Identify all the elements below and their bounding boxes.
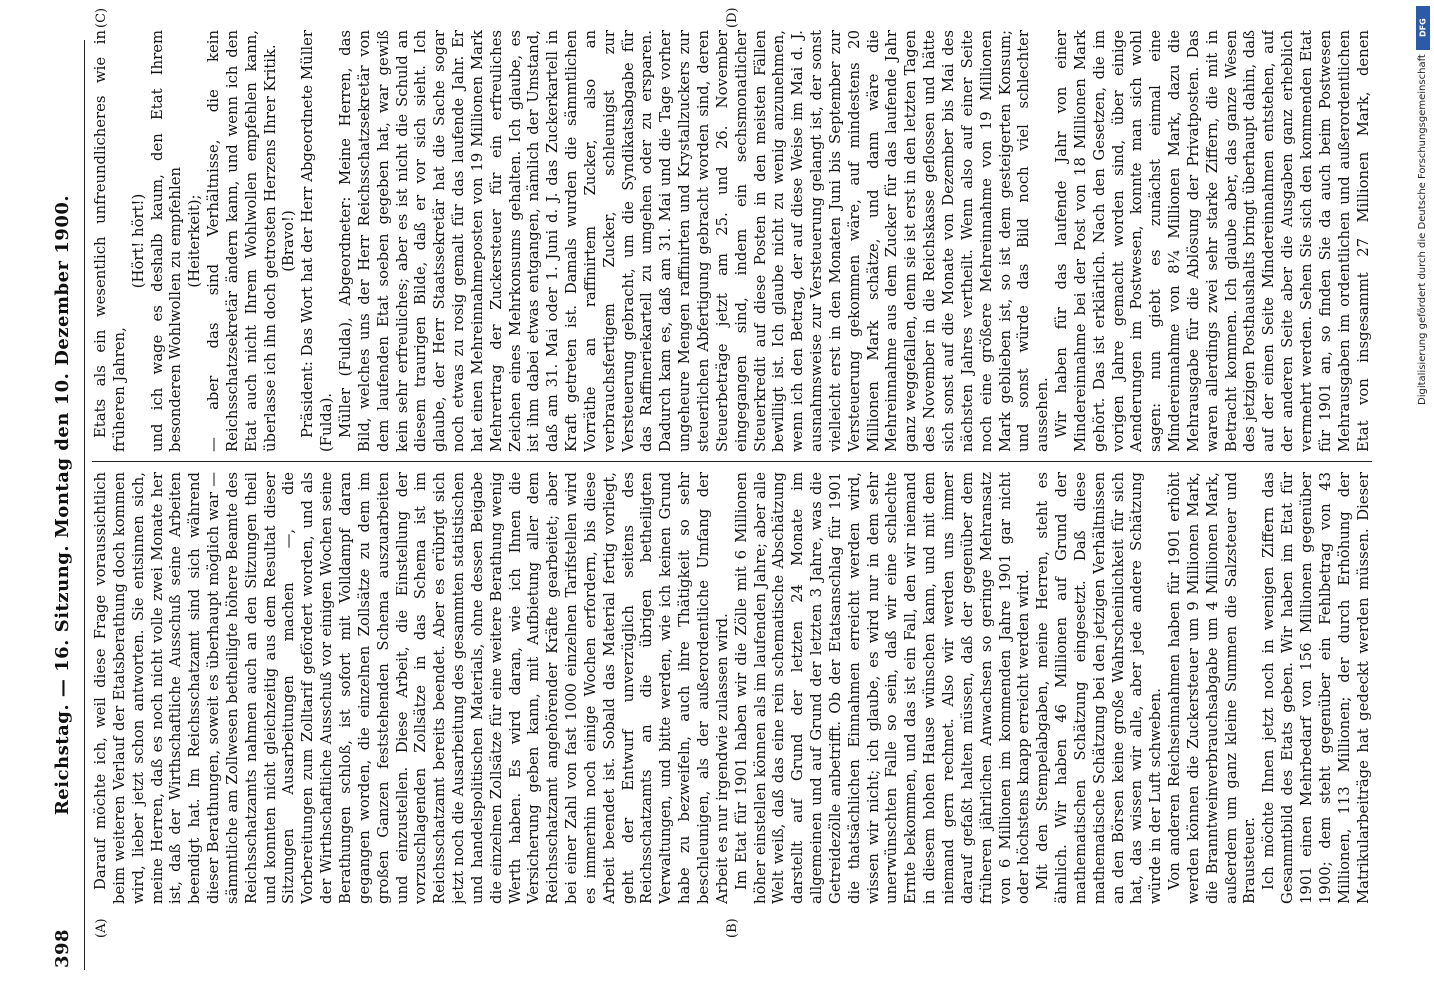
page-header <box>48 40 82 970</box>
margin-mark-b: (B) <box>725 918 740 938</box>
paragraph: Von anderen Reichseinnahmen haben für 1901 erhöht werden können die Zuckersteuer um 9 Millionen Mark, die Branntweinverbrauchsabgabe um 4 Millionen Mark, außerdem um ganz kleine Summen die Salzsteuer und Brausteuer. <box>1166 472 1259 904</box>
margin-mark-a: (A) <box>94 918 109 938</box>
interjection: (Bravo!) <box>280 210 298 272</box>
left-column <box>92 472 1372 904</box>
page-number: 398 <box>52 928 73 968</box>
interjection: (Heiterkeit); <box>186 194 204 288</box>
paragraph: und ich wage es deshalb kaum, den Etat Ihrem besonderen Wohlwollen zu empfehlen <box>148 30 185 452</box>
interjection: (Hört! hört!) <box>129 193 147 289</box>
paragraph: Im Etat für 1901 haben wir die Zölle mit 6 Millionen höher einstellen können als im laufenden Jahre; aber alle Welt weiß, daß das eine rein schematische Abschätzung darstellt auf Grund der letzten 24 Monate im allgemeinen und auf Grund der letzten 3 Jahre, was die Getreidezölle anbetrifft. Ob der Etatsanschlag für 1901 die thatsächlichen Einnahmen erreicht werden wird, wissen wir nicht; ich glaube, es wird nur in dem sehr unerwünschten Falle so sein, daß wir eine schlechte Ernte bekommen, und das ist ein Fall, den wir niemand in diesem hohen Hause wünschen kann, und mit dem niemand gern rechnet. Also wir werden uns immer darauf gefaßt halten müssen, daß der gegenüber dem früheren jährlichen Anwachsen so geringe Mehransatz von 6 Millionen im kommenden Jahre 1901 gar nicht oder höchstens knapp erreicht werden wird. <box>732 472 1033 904</box>
margin-mark-d: (D) <box>725 7 740 28</box>
right-column <box>92 30 1372 452</box>
paragraph: Darauf möchte ich, weil diese Frage voraussichtlich beim weiteren Verlauf der Etatsberathung doch kommen wird, lieber jetzt schon antworten. Sie entsinnen sich, meine Herren, daß es noch nicht volle zwei Monate her ist, daß der Wirthschaftliche Ausschuß seine Arbeiten beendigt hat. Im Reichsschatzamt sind sich während dieser Berathungen, soweit es überhaupt möglich war — sämmtliche am Zollwesen betheiligte höhere Beamte des Reichsschatzamts nahmen auch an den Sitzungen theil und konnten nicht gleichzeitig aus dem Resultat dieser Sitzungen Ausarbeitungen machen —, die Vorbereitungen zum Zolltarif gefördert worden, und als der Wirthschaftliche Ausschuß vor einigen Wochen seine Berathungen schloß, ist sofort mit Volldampf daran gegangen worden, die einzelnen Zollsätze zu dem im großen Ganzen feststehenden Schema auszuarbeiten und einzustellen. Diese Arbeit, die Einstellung der vorzuschlagenden Zollsätze in das Schema ist im Reichsschatzamt bereits beendet. Aber es erübrigt sich jetzt noch die Ausarbeitung des gesammten statistischen und handelspolitischen Materials, ohne dessen Beigabe die einzelnen Zollsätze für eine weitere Berathung wenig Werth haben. Es wird daran, wie ich Ihnen die Versicherung geben kann, mit Aufbietung aller dem Reichsschatzamt angehörender Kräfte gearbeitet; aber bei einer Zahl von fast 1000 einzelnen Tarifstellen wird es immerhin noch einige Wochen erfordern, bis diese Arbeit beendet ist. Sobald das Material fertig vorliegt, geht der Entwurf unverzüglich seitens des Reichsschatzamts an die übrigen betheiligten Verwaltungen, und bitte werden, wie ich keinen Grund habe zu bezweifeln, auch ihre Thätigkeit so sehr beschleunigen, als der außerordentliche Umfang der Arbeit es nur irgendwie zulassen wird. <box>92 472 731 904</box>
margin-mark-c: (C) <box>94 7 109 28</box>
page-title: Reichstag. — 16. Sitzung. Montag den 10. Dezember 1900. <box>52 194 73 816</box>
paragraph: Müller (Fulda), Abgeordneter: Meine Herren, das Bild, welches uns der Herr Reichsschatzsekretär von dem laufenden Etat soeben gegeben hat, war gewiß kein sehr erfreuliches; aber es ist nicht die Schuld an diesem traurigen Bilde, daß er vor sich sieht. Ich glaube, der Herr Staatssekretär hat die Sache sogar noch etwas zu rosig gemalt für das laufende Jahr. Er hat einen Mehreinnahmeposten von 19 Millionen Mark Mehrertrag der Zuckersteuer für ein erfreuliches Zeichen eines Mehrkonsums gehalten. Ich glaube, es ist ihm dabei etwas entgangen, nämlich der Umstand, daß am 31. Mai oder 1. Juni d. J. das Zuckerkartell in Kraft getreten ist. Damals wurden die sämmtlichen Vorräthe an raffinirtem Zucker, also an verbrauchsfertigem Zucker, schleunigst zur Versteuerung gebracht, um die Syndikatsabgabe für das Raffineriekartell zu umgehen oder zu ersparen. Dadurch kam es, daß am 31. Mai und die Tage vorher ungeheure Mengen raffinirten und Krystallzuckers zur steuerlichen Abfertigung gebracht worden sind, deren Steuerbeträge jetzt am 25. und 26. November eingegangen sind, indem ein sechsmonatlicher Steuerkredit auf diese Posten in den meisten Fällen bewilligt ist. Ich glaube nicht zu wenig anzunehmen, wenn ich den Betrag, der auf diese Weise im Mai d. J. ausnahmsweise zur Versteuerung gelangt ist, der sonst vielleicht erst in den Monaten Juni bis September zur Versteuerung gekommen wäre, auf mindestens 20 Millionen Mark schätze, und dann wäre die Mehreinnahme aus dem Zucker für das laufende Jahr ganz weggefallen, denn sie ist erst in den letzten Tagen des November in die Reichskasse geflossen und hätte sich sonst auf die Monate von Dezember bis Mai des nächsten Jahres vertheilt. Wenn also auf einer Seite noch eine größere Mehreinnahme von 19 Millionen Mark geblieben ist, so ist dem gesteigerten Konsum; und sonst würde das Bild noch viel schlechter aussehen. <box>336 30 1052 452</box>
dfg-note: Digitalisierung gefördert durch die Deutsche Forschungsgemeinschaft <box>1417 54 1428 405</box>
dfg-logo: DFG <box>1416 6 1430 50</box>
header-rule <box>84 40 85 970</box>
paragraph: Präsident: Das Wort hat der Herr Abgeordnete Müller (Fulda). <box>299 30 336 452</box>
digitization-notice <box>1416 6 1430 991</box>
paragraph: Ich möchte Ihnen jetzt noch in wenigen Ziffern das Gesammtbild des Etats geben. Wir haben im Etat für 1901 einen Mehrbedarf von 156 Millionen gegenüber 1900; dem steht gegenüber ein Fehlbetrag von 43 Millionen, 113 Millionen; der durch Erhöhung der Matrikularbeiträge hat gedeckt werden müssen. Dieser <box>1260 472 1372 904</box>
paragraph: — aber das sind Verhältnisse, die kein Reichsschatzsekretär ändern kann, und wenn ich den Etat auch nicht Ihrem Wohlwollen empfehlen kann, überlasse ich ihn doch getrosten Herzens Ihrer Kritik. <box>205 30 279 452</box>
paragraph: Wir haben für das laufende Jahr von einer Mindereinnahme bei der Post von 18 Millionen Mark gehört. Das ist erklärlich. Nach den Gesetzen, die im vorigen Jahre gemacht worden sind, über einige Aenderungen im Postwesen, konnte man sich wohl sagen: nun giebt es zunächst einmal eine Mindereinnahme von 8¼ Millionen Mark, dazu die Mehrausgabe für die Ablösung der Privatposten. Das waren allerdings zwei sehr starke Ziffern, die mit in Betracht kommen. Ich glaube aber, das ganze Wesen des jetzigen Posthaushalts bringt überhaupt dahin, daß auf der einen Seite Mindereinnahmen entstehen, auf der anderen Seite aber die Ausgaben ganz erheblich vermehrt werden. Sehen Sie sich den kommenden Etat für 1901 an, so finden Sie da auch beim Postwesen Mehrausgaben im ordentlichen und außerordentlichen Etat von insgesammt 27 Millionen Mark, denen <box>1053 30 1372 452</box>
paragraph: Mit den Stempelabgaben, meine Herren, steht es ähnlich. Wir haben 46 Millionen auf Grund der mathematischen Schätzung eingesetzt. Daß diese mathematische Schätzung bei den jetzigen Verhältnissen an den Börsen keine große Wahrscheinlichkeit für sich hat, das wissen wir alle, aber jede andere Schätzung würde in der Luft schweben. <box>1034 472 1165 904</box>
paragraph: Etats als ein wesentlich unfreundlicheres wie in früheren Jahren, <box>92 30 128 452</box>
column-divider <box>92 461 1372 462</box>
